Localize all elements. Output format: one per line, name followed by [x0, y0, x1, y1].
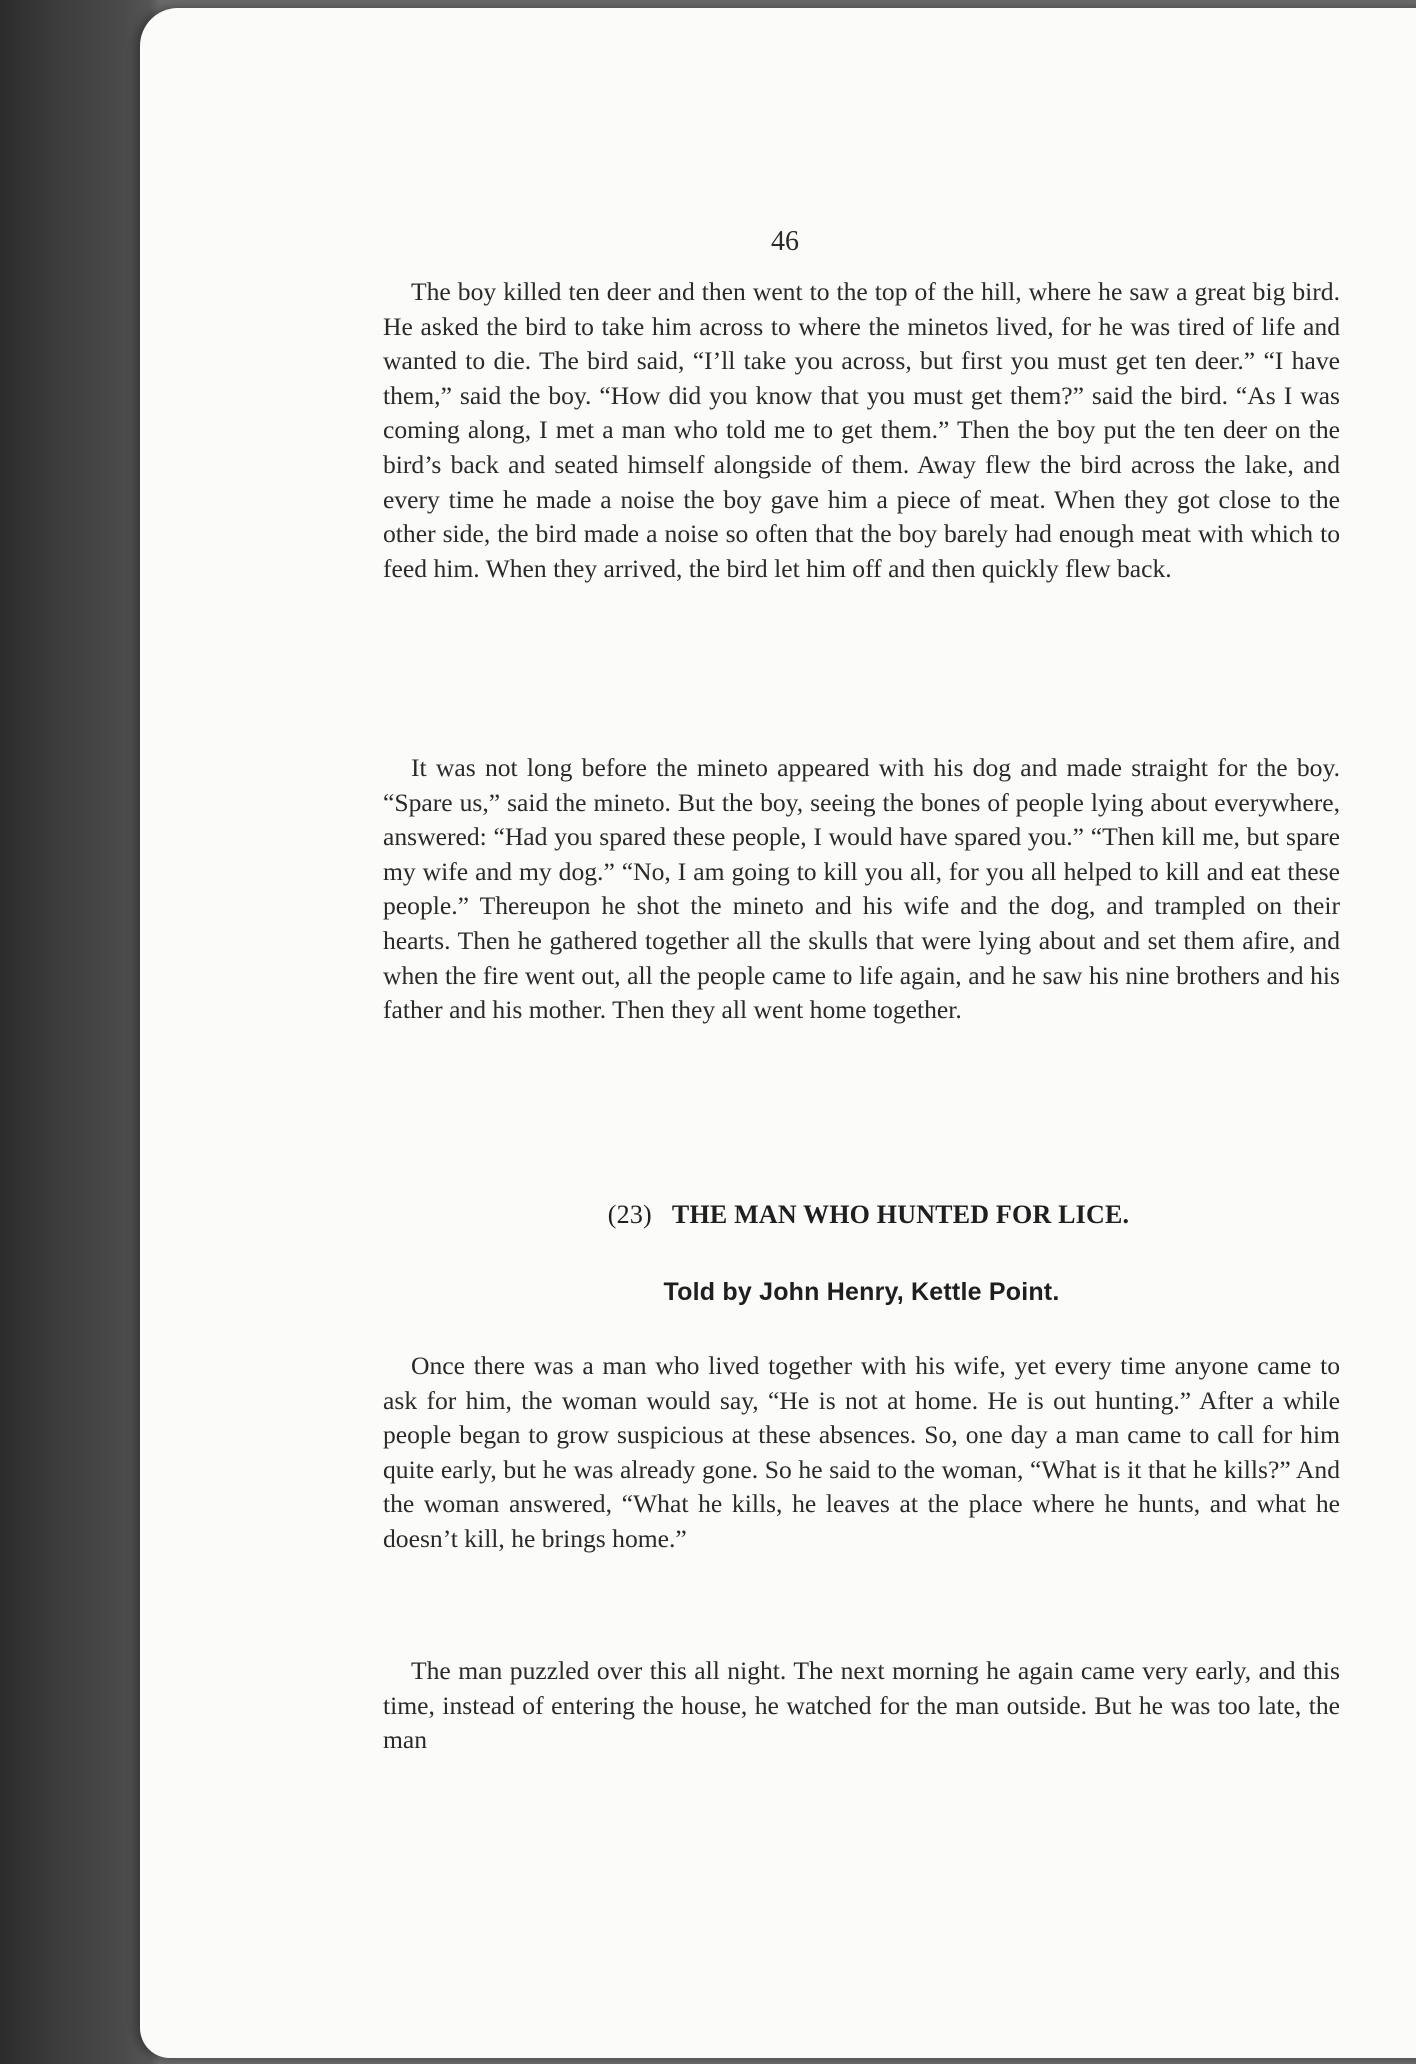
paragraph-hunting-husband: Once there was a man who lived together with his wife, yet every time anyone came to ask for him, the woman would say, “He is not at home. He is out hunting.” After a while people began to grow suspicious at these absences. So, one day a man came to call for him quite early, but he was already gone. So he said to the woman, “What is it that he kills?” And the woman answered, “What he kills, he leaves at the place where he hunts, and what he doesn’t kill, he brings home.”: [383, 1351, 1340, 1553]
story-attribution: Told by John Henry, Kettle Point.: [663, 1278, 1060, 1306]
story-title: THE MAN WHO HUNTED FOR LICE.: [671, 1200, 1130, 1229]
story-number: (23): [607, 1200, 652, 1229]
page-number: 46: [771, 226, 799, 257]
story-heading: [390, 1199, 1347, 1230]
paragraph-mineto-defeat: It was not long before the mineto appeared with his dog and made straight for the boy. “Spare us,” said the mineto. But the boy, seeing the bones of people lying about everywhere, answered: “Had you spared these people, I would have spared you.” “Then kill me, but spare my wife and my dog.” “No, I am going to kill you all, for you all helped to kill and eat these people.” Thereupon he shot the mineto and his wife and the dog, and trampled on their hearts. Then he gathered together all the skulls that were lying about and set them afire, and when the fire went out, all the people came to life again, and he saw his nine brothers and his father and his mother. Then they all went home together.: [383, 753, 1340, 1025]
paragraph-next-morning: The man puzzled over this all night. The next morning he again came very early, and this time, instead of entering the house, he watched for the man outside. But he was too late, the man: [383, 1656, 1340, 1755]
paragraph-bird-journey: The boy killed ten deer and then went to the top of the hill, where he saw a great big bird. He asked the bird to take him across to where the minetos lived, for he was tired of life and wanted to die. The bird said, “I’ll take you across, but first you must get ten deer.” “I have them,” said the boy. “How did you know that you must get them?” said the bird. “As I was coming along, I met a man who told me to get them.” Then the boy put the ten deer on the bird’s back and seated himself alongside of them. Away flew the bird across the lake, and every time he made a noise the boy gave him a piece of meat. When they got close to the other side, the bird made a noise so often that the boy barely had enough meat with which to feed him. When they arrived, the bird let him off and then quickly flew back.: [383, 277, 1340, 583]
